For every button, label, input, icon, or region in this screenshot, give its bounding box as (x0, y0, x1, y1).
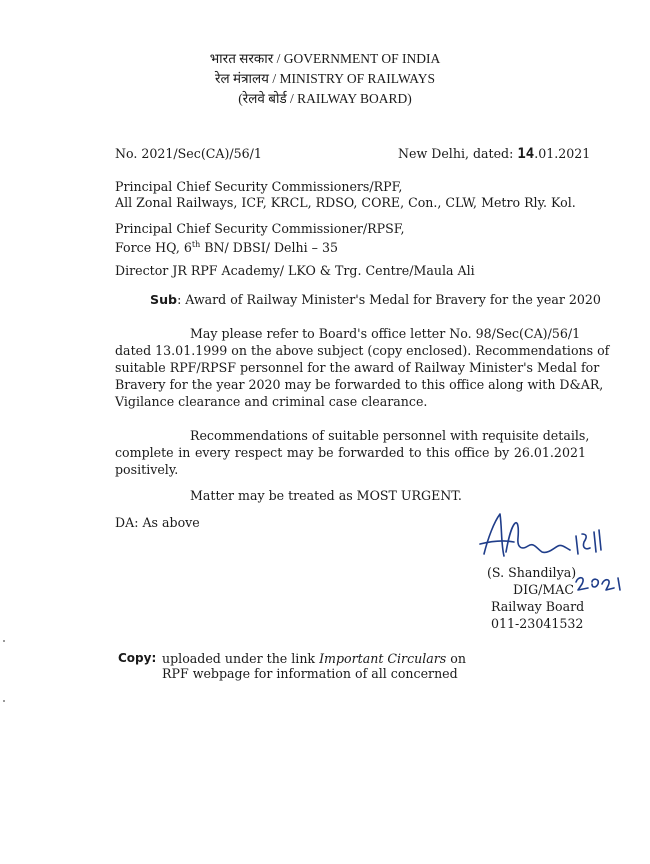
para2-line-2: complete in every respect may be forwarded to this office by 26.01.2021 (115, 445, 586, 460)
copy-label: Copy: (118, 651, 157, 665)
header-board: (रेलवे बोर्ड / RAILWAY BOARD) (238, 91, 412, 106)
addressee-1-line-2: All Zonal Railways, ICF, KRCL, RDSO, CORE, Con., CLW, Metro Rly. Kol. (115, 195, 576, 210)
enclosure-note: DA: As above (115, 515, 200, 530)
copy-line-1 (162, 651, 466, 666)
para1-line-1: May please refer to Board's office letter No. 98/Sec(CA)/56/1 (190, 326, 581, 341)
addressee-1-line-1: Principal Chief Security Commissioners/RPF, (115, 179, 403, 194)
date-prefix: New Delhi, dated: (398, 146, 518, 161)
scan-artifact (3, 640, 5, 642)
date-day: 14 (517, 146, 535, 162)
signatory-phone: 011-23041532 (491, 616, 584, 631)
addressee-3: Director JR RPF Academy/ LKO & Trg. Centre/Maula Ali (115, 263, 475, 278)
header-ministry: रेल मंत्रालय / MINISTRY OF RAILWAYS (214, 71, 436, 86)
signatory-office: Railway Board (491, 599, 585, 614)
letter-date (398, 146, 590, 162)
addressee-2-line-1: Principal Chief Security Commissioner/RPSF, (115, 221, 405, 236)
copy-link-text: Important Circulars (319, 651, 447, 666)
subject-line (150, 292, 601, 307)
subject-text: : Award of Railway Minister's Medal for Bravery for the year 2020 (177, 292, 601, 307)
copy-line-1-pre: uploaded under the link (162, 651, 320, 666)
para1-line-2: dated 13.01.1999 on the above subject (copy enclosed). Recommendations of (115, 343, 610, 358)
addressee-2-line-2: Force HQ, 6th BN/ DBSI/ Delhi – 35 (115, 240, 339, 256)
para1-line-3: suitable RPF/RPSF personnel for the award of Railway Minister's Medal for (115, 360, 600, 375)
header-government: भारत सरकार / GOVERNMENT OF INDIA (209, 51, 441, 66)
para3: Matter may be treated as MOST URGENT. (190, 488, 462, 503)
letter-number: No. 2021/Sec(CA)/56/1 (115, 146, 262, 161)
signatory-name: (S. Shandilya) (487, 565, 577, 580)
signatory-designation: DIG/MAC (513, 582, 575, 597)
subject-label: Sub (150, 292, 178, 307)
date-rest: .01.2021 (534, 146, 591, 161)
scan-artifact (3, 700, 5, 702)
copy-line-2: RPF webpage for information of all concerned (162, 666, 458, 681)
para1-line-4: Bravery for the year 2020 may be forwarded to this office along with D&AR, (115, 377, 604, 392)
para2-line-1: Recommendations of suitable personnel with requisite details, (190, 428, 590, 443)
para2-line-3: positively. (115, 462, 179, 477)
para1-line-5: Vigilance clearance and criminal case clearance. (115, 394, 428, 409)
copy-line-1-post: on (446, 651, 466, 666)
